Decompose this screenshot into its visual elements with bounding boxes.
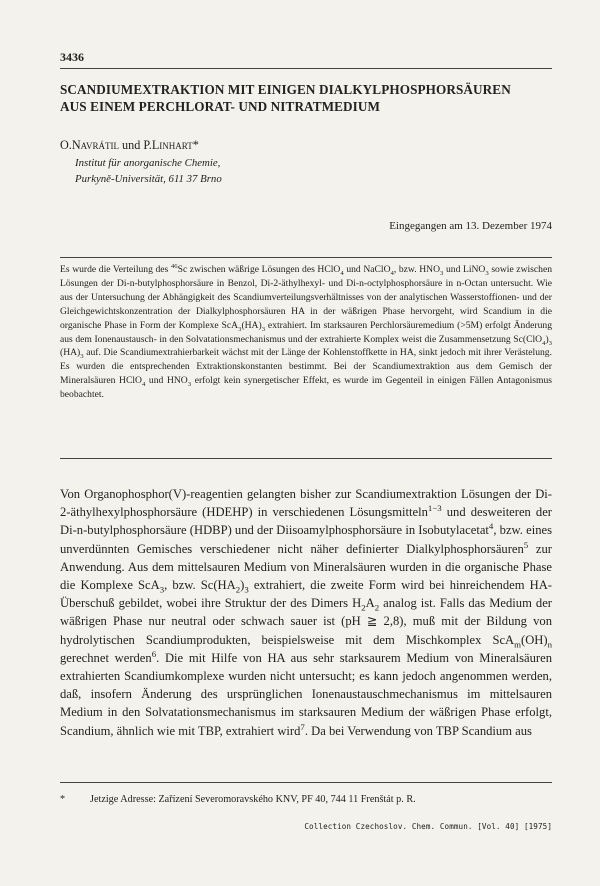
header-rule	[60, 68, 552, 69]
footnote-text: Jetzige Adresse: Zařízení Severomoravského KNV, PF 40, 744 11 Frenštát p. R.	[90, 794, 416, 805]
article-title	[60, 81, 552, 115]
received-date: Eingegangen am 13. Dezember 1974	[389, 220, 552, 232]
abstract-text: Es wurde die Verteilung des $^{46}$Sc zwischen wäßrige Lösungen des HClO$_4$ und NaClO$_4$, bzw. $HNO_3$ und LiNO$_3$ sowie zwischen Lösungen der Di-n-butylphosphorsäure in Benzol, Di-2-äthylhexyl- und Di-n-octylphosphorsäure in n-Octan untersucht. Wie aus der Untersuchung der Abhängigkeit des Scandiumverteilungsverhältnisses von der analytischen Wasserstoffionen- und der Gleichgewichtskonzentration der Dialkylphosphorsäuren HA in der wäßrigen Phase hervorgeht, wird Scandium in die organische Phase in Form der Komplexe $ScA_3(HA)_3$ extrahiert. Im starksauren Perchlorsäuremedium (>5M) erfolgt Änderung aus dem Ionenaustausch- in den Solvatationsmechanismus und der extrahierte Komplex weist die Zusammensetzung $Sc(ClO_4)_3$ $(HA)_3$ auf. Die Scandiumextrahierbarkeit wächst mit der Länge der Kohlenstoffkette in HA, sinkt jedoch mit ihrer Verästelung. Es wurden die entsprechenden Extraktionskonstanten bestimmt. Bei der Scandiumextraktion aus dem Gemisch der Mineralsäuren HClO$_4$ und $HNO_3$ erfolgt kein synergetischer Effekt, es wurde im Gegenteil in einigen Fällen Antagonismus beobachtet.	[60, 262, 553, 401]
author-line	[60, 138, 199, 153]
title-line-2: AUS EINEM PERCHLORAT- UND NITRATMEDIUM	[60, 99, 381, 114]
author-footnote-mark: *	[192, 138, 199, 152]
abstract	[60, 263, 552, 402]
title-line-1: SCANDIUMEXTRAKTION MIT EINIGEN DIALKYLPHOSPHORSÄUREN	[60, 82, 511, 97]
author2-surname: Linhart	[151, 138, 193, 152]
footnote-mark: *	[60, 794, 66, 805]
affiliation-line-1: Institut für anorganische Chemie,	[75, 157, 221, 169]
author1-initial: O.	[60, 138, 72, 152]
page-number: 3436	[60, 50, 84, 64]
footnote	[60, 794, 552, 805]
affiliation	[75, 155, 222, 187]
author2-initial: P.	[143, 138, 152, 152]
abstract-bottom-rule	[60, 458, 552, 459]
body-paragraph: Von Organophosphor(V)-reagentien gelangten bisher zur Scandiumextraktion Lösungen der Di-2-äthylhexylphosphorsäure (HDEHP) in verschiedenen Lösungsmitteln$^{1-3}$ und desweiteren der Di-n-butylphosphorsäure (HDBP) und der Diisoamylphosphorsäure in Isobutylacetat$^4$, bzw. eines unverdünnten Gemisches verschiedener nicht näher definierter Dialkylphosphorsäuren$^5$ zur Anwendung. Aus dem mittelsauren Medium von Mineralsäuren wurden in die organische Phase die Komplexe ScA$_3$, bzw. $Sc(HA_2)_3$ extrahiert, die zweite Form wird bei hinreichendem HA-Überschuß gebildet, wobei ihre Struktur der des Dimers $H_2A_2$ analog ist. Falls das Medium der wäßrigen Phase nur neutral oder schwach sauer ist (pH ≧ 2,8), muß mit der Bildung von hydrolytischen Scandiumprodukten, beispielsweise mit dem Mischkomplex $ScA_m(OH)_n$ gerechnet werden$^6$. Die mit Hilfe von HA aus sehr starksaurem Medium von Mineralsäuren extrahierten Scandiumkomplexe wurden nicht untersucht; es kann jedoch angenommen werden, daß, insofern Änderung des ursprünglichen Ionenaustauschmechanismus im mittelsauren Medium in den Solvatationsmechanismus im starksauren Medium der wäßrigen Phase erfolgt, Scandium, ähnlich wie mit TBP, extrahiert wird$^7$. Da bei Verwendung von TBP Scandium aus	[60, 487, 553, 738]
body-text	[60, 485, 552, 740]
footnote-rule	[60, 782, 552, 783]
author1-surname: Navrátil	[71, 138, 119, 152]
author-conjunction: und	[119, 138, 144, 152]
abstract-top-rule	[60, 257, 552, 258]
journal-citation: Collection Czechoslov. Chem. Commun. [Vol. 40] [1975]	[304, 822, 552, 831]
affiliation-line-2: Purkyně-Universität, 611 37 Brno	[75, 173, 222, 185]
